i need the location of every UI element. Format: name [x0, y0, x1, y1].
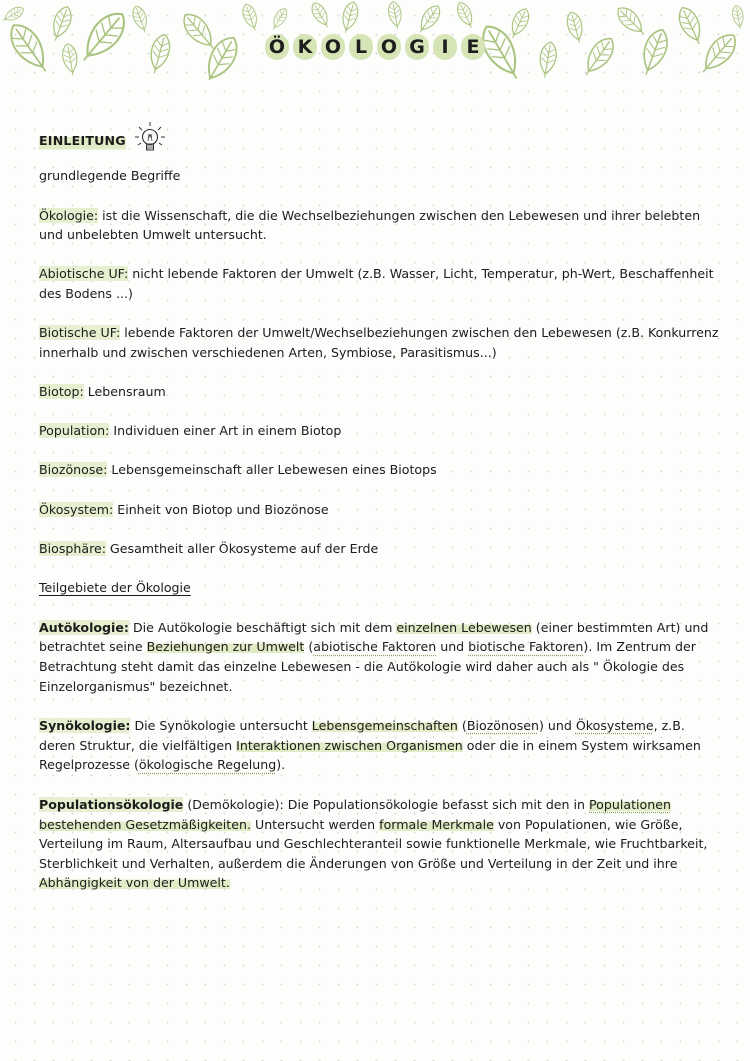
subheading: grundlegende Begriffe [39, 168, 181, 183]
highlight: Interaktionen zwischen Organismen [236, 737, 463, 753]
highlight: formale Merkmale [379, 816, 494, 832]
title-letter: Ö [265, 34, 289, 60]
text: oder die in einem System wirksamen Regelprozesse ( [39, 737, 701, 773]
definition-item [39, 382, 719, 402]
term-label: Population: [39, 423, 110, 439]
term-label: Biotop: [39, 383, 84, 399]
underline: ökologische Regelung [138, 757, 277, 773]
term-label: Ökologie: [39, 207, 99, 223]
underline: Biozönosen [466, 718, 539, 734]
page-title [0, 34, 750, 60]
highlight: Lebensgemeinschaften [311, 718, 458, 734]
title-letter: K [293, 34, 317, 60]
term-definition: Gesamtheit aller Ökosysteme auf der Erde [106, 540, 379, 556]
term-label: Biosphäre: [39, 540, 106, 556]
text: Untersucht werden [250, 816, 380, 832]
autoekologie-paragraph [39, 618, 719, 696]
term-label: Autökologie: [39, 619, 129, 635]
definition-item [39, 460, 719, 480]
subfields-heading: Teilgebiete der Ökologie [39, 580, 191, 596]
term-label: Abiotische UF: [39, 266, 129, 282]
title-letter: O [321, 34, 345, 60]
text: (einer bestimmten Art) und betrachtet seine [39, 619, 709, 655]
intro-heading-row [39, 124, 719, 158]
term-label: Synökologie: [39, 718, 131, 734]
synoekologie-paragraph [39, 716, 719, 775]
text: ( [457, 718, 467, 734]
highlight: einzelnen Lebewesen [396, 619, 532, 635]
definition-item [39, 264, 719, 303]
title-letter: O [377, 34, 401, 60]
document-body [39, 124, 719, 893]
text: ). [276, 757, 286, 773]
term-label: Populationsökologie [39, 797, 184, 813]
leaf-cluster-center [240, 0, 477, 36]
title-letter: L [349, 34, 373, 60]
definition-item [39, 421, 719, 441]
text: und [436, 639, 469, 655]
text: von Populationen, wie Größe, Verteilung im Raum, Altersaufbau und Geschlechteranteil sowie funktionelle Merkmale, wie Fruchtbarkeit, Sterblichkeit und Verhalten, außerdem die Änderungen von Größe und Verteilung in der Zeit und ihre [39, 816, 708, 871]
term-definition: Lebensraum [83, 383, 166, 399]
definition-item [39, 500, 719, 520]
text: ). Im Zentrum der Betrachtung steht damit das einzelne Lebewesen - die Autökologie wird daher auch als " Ökologie des Einzelorganismus" bezeichnet. [39, 639, 696, 694]
text: ) und [538, 718, 576, 734]
text: ( [304, 639, 314, 655]
highlight: bestehenden Gesetzmäßigkeiten. [39, 816, 251, 832]
term-definition: ist die Wissenschaft, die die Wechselbeziehungen zwischen den Lebewesen und ihrer belebten und unbelebten Umwelt untersucht. [39, 207, 701, 243]
term-label: Biozönose: [39, 462, 108, 478]
underline: abiotische Faktoren [313, 639, 437, 655]
term-definition: lebende Faktoren der Umwelt/Wechselbeziehungen zwischen den Lebewesen (z.B. Konkurrenz innerhalb und zwischen verschiedenen Arten, Symbiose, Parasitismus...) [39, 325, 719, 360]
underline: Populationen [589, 797, 671, 813]
term-label: Biotische UF: [39, 325, 121, 341]
term-definition: Individuen einer Art in einem Biotop [109, 423, 342, 439]
text: , z.B. deren Struktur, die vielfältigen [39, 718, 685, 753]
term-definition: Lebensgemeinschaft aller Lebewesen eines Biotops [107, 462, 437, 478]
term-definition: Einheit von Biotop und Biozönose [113, 501, 329, 517]
text: (Demökologie): Die Populationsökologie befasst sich mit den in [183, 797, 590, 813]
light-bulb-icon [130, 118, 170, 158]
term-label: Ökosystem: [39, 501, 114, 517]
term-list [39, 206, 719, 559]
title-letter: G [405, 34, 429, 60]
underline: biotische Faktoren [468, 639, 584, 655]
title-letter: I [433, 34, 457, 60]
definition-item [39, 206, 719, 245]
text: Die Synökologie untersucht [130, 718, 312, 734]
definition-item [39, 323, 719, 362]
text: Die Autökologie beschäftigt sich mit dem [128, 619, 397, 635]
populationsoekologie-paragraph [39, 795, 719, 893]
underline: Ökosysteme [575, 718, 654, 734]
term-definition: nicht lebende Faktoren der Umwelt (z.B. Wasser, Licht, Temperatur, ph-Wert, Beschaffenheit des Bodens ...) [39, 266, 714, 301]
section-heading: EINLEITUNG [39, 131, 126, 151]
title-letter: E [461, 34, 485, 60]
highlight: Abhängigkeit von der Umwelt. [39, 875, 230, 891]
definition-item [39, 539, 719, 559]
highlight: Beziehungen zur Umwelt [146, 639, 305, 655]
